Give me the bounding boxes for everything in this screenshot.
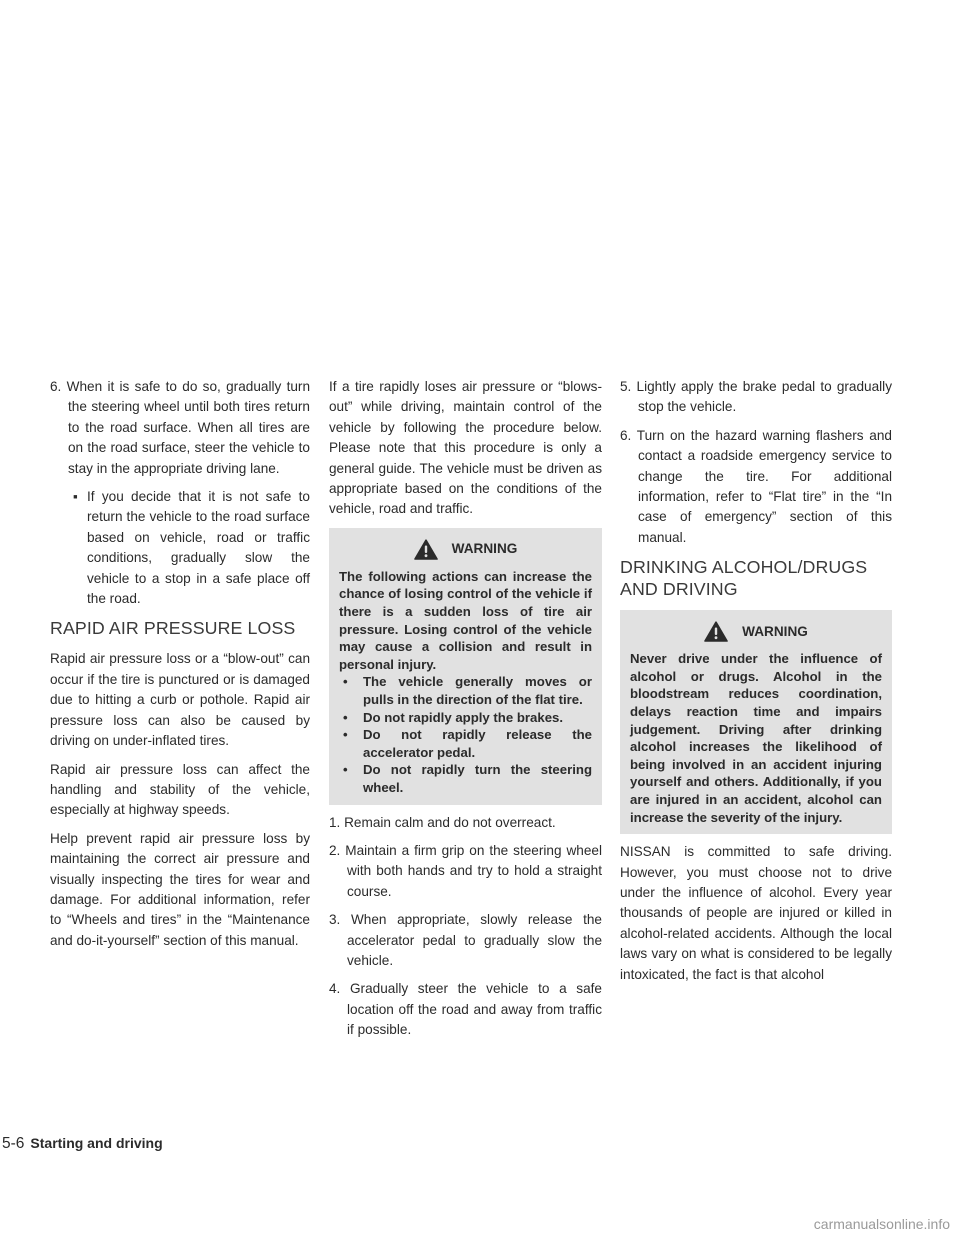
step-6-right: 6. Turn on the hazard warning flashers and contact a roadside emergency service to change the tire. For additional information, refer to “Flat tire” in the “In case of emergency” section of this manual. [620,427,892,545]
warning-title: WARNING [451,541,518,557]
column-2 [329,377,602,1049]
warning-item-text: Do not rapidly release the accelerator pedal. [363,727,592,760]
list-mark: • [343,709,348,725]
bullet-text: If you decide that it is not safe to return the vehicle to the road surface based on vehicle, road or traffic conditions, gradually slow the vehicle to a stop in a safe place off the road. [87,489,310,607]
list-mark: • [343,762,348,778]
warning-item-text: Do not rapidly apply the brakes. [363,709,564,725]
paragraph: If a tire rapidly loses air pressure or “blows-out” while driving, maintain control of the vehicle by following the procedure below. Please note that this procedure is only a general guide. The vehicle must be driven as appropriate based on the conditions of the vehicle, road and traffic. [329,379,602,517]
paragraph: NISSAN is committed to safe driving. However, you must choose not to drive under the influence of alcohol. Every year thousands of people are injured or killed in alcohol-related accidents. Although the local laws vary on what is considered to be legally intoxicated, the fact is that alcohol [620,844,892,982]
warning-box-alcohol [620,610,892,834]
section-heading-rapid-air-pressure-loss: RAPID AIR PRESSURE LOSS [50,618,296,639]
section-name: Starting and driving [30,1135,163,1151]
warning-list-item [339,761,592,796]
page-footer [2,1135,163,1153]
warning-triangle-icon [414,539,438,560]
page-number: 5-6 [2,1135,25,1152]
step-5: 5. Lightly apply the brake pedal to gradually stop the vehicle. [620,379,892,415]
step-4: 4. Gradually steer the vehicle to a safe location off the road and away from traffic if possible. [329,981,602,1038]
warning-title: WARNING [742,623,808,639]
warning-list-item [339,673,592,708]
step-3: 3. When appropriate, slowly release the accelerator pedal to gradually slow the vehicle. [329,912,602,968]
step-6-left: 6. When it is safe to do so, gradually turn the steering wheel until both tires return to the road surface. When all tires are on the road surface, steer the vehicle to stay in the appropriate driving lane. [50,379,310,476]
list-mark: • [343,674,348,690]
section-heading-drinking-alcohol: DRINKING ALCOHOL/DRUGS AND DRIVING [620,557,868,600]
step-1: 1. Remain calm and do not overreact. [329,814,556,830]
warning-list-item [339,709,592,727]
warning-box-tire [329,528,602,805]
column-1 [50,377,310,959]
warning-body [630,650,882,826]
paragraph: Rapid air pressure loss or a “blow-out” can occur if the tire is punctured or is damaged due to hitting a curb or pothole. Rapid air pressure loss can also be caused by driving on under-inflated tires. [50,651,310,749]
warning-list-item [339,726,592,761]
warning-list [339,673,592,796]
bullet-mark: ▪ [73,489,78,505]
warning-text: Never drive under the influence of alcohol or drugs. Alcohol in the bloodstream reduces coordination, delays reaction time and impairs judgement. Driving after drinking alcohol increases the likelihood of being involved in an accident injuring yourself and others. Additionally, if you are injured in an accident, alcohol can increase the severity of the injury. [630,651,882,825]
bullet-item [64,487,310,609]
warning-item-text: Do not rapidly turn the steering wheel. [363,762,592,795]
warning-header [630,621,882,642]
warning-header [339,539,592,560]
warning-body [339,568,592,797]
warning-text: The following actions can increase the chance of losing control of the vehicle if there is a sudden loss of tire air pressure. Losing control of the vehicle may cause a collision and result in personal injury. [339,568,592,672]
column-3 [620,377,892,993]
watermark: carmanualsonline.info [813,1216,950,1232]
paragraph: Rapid air pressure loss can affect the handling and stability of the vehicle, especially at highway speeds. [50,761,310,818]
step-2: 2. Maintain a firm grip on the steering wheel with both hands and try to hold a straight course. [329,842,602,899]
list-mark: • [343,727,348,743]
paragraph: Help prevent rapid air pressure loss by maintaining the correct air pressure and visually inspecting the tires for wear and damage. For additional information, refer to “Wheels and tires” in the “Maintenance and do-it-yourself” section of this manual. [50,830,310,948]
warning-triangle-icon [704,621,728,642]
warning-item-text: The vehicle generally moves or pulls in the direction of the flat tire. [363,674,592,707]
